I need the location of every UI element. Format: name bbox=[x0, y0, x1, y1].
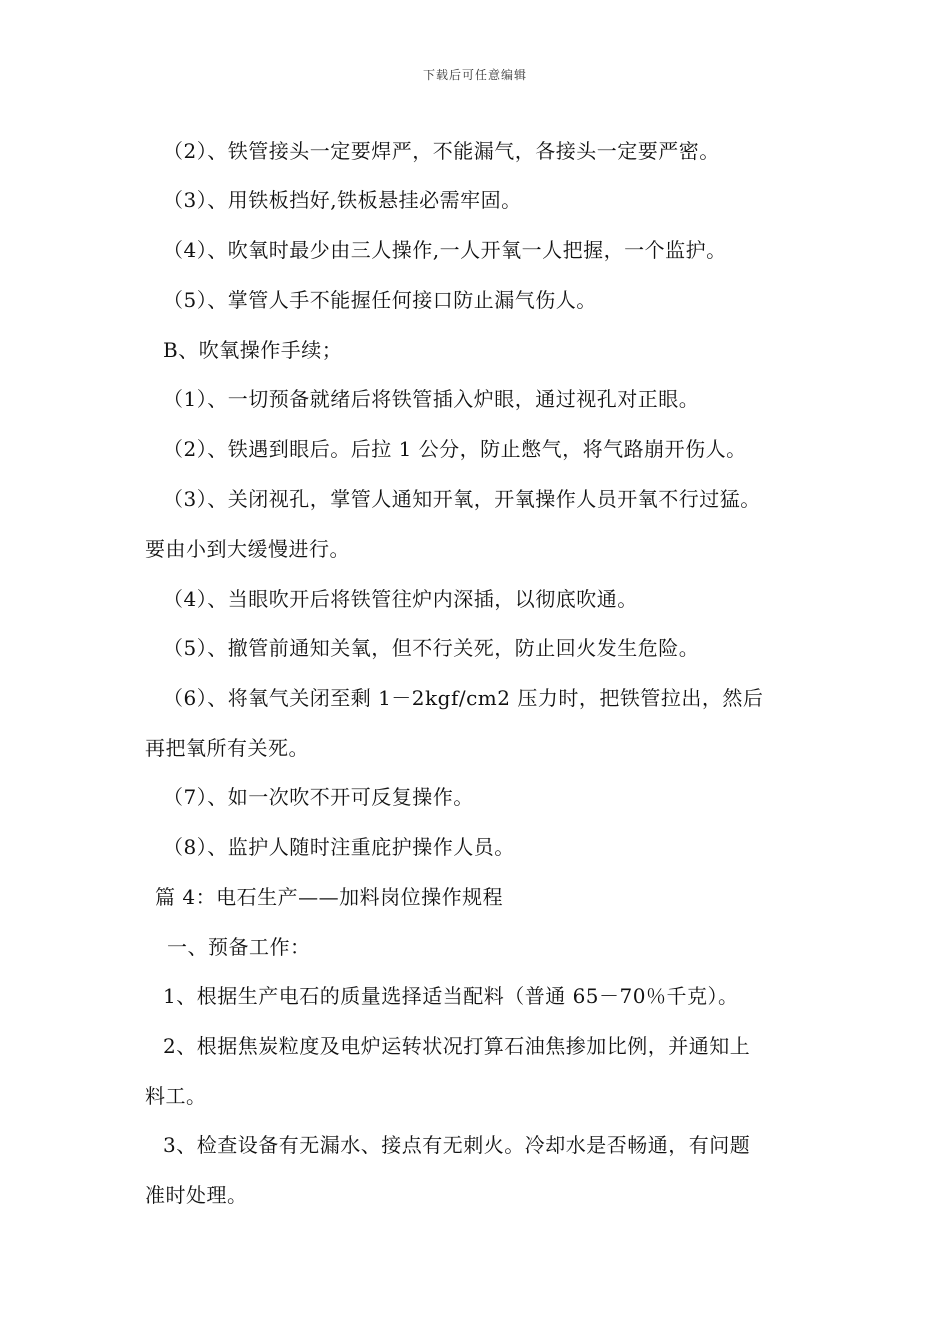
paragraph-line: （5）、掌管人手不能握任何接口防止漏气伤人。 bbox=[163, 288, 597, 312]
paragraph-line: 准时处理。 bbox=[145, 1183, 248, 1207]
paragraph-line: （8）、监护人随时注重庇护操作人员。 bbox=[163, 835, 515, 859]
chapter-heading: 篇 4：电石生产——加料岗位操作规程 bbox=[155, 885, 504, 909]
paragraph-line: 要由小到大缓慢进行。 bbox=[145, 537, 350, 561]
section-heading: 一、预备工作： bbox=[167, 935, 311, 959]
paragraph-line: 3、检查设备有无漏水、接点有无刺火。冷却水是否畅通，有问题 bbox=[163, 1133, 751, 1157]
paragraph-line: 1、根据生产电石的质量选择适当配料（普通 65－70％千克）。 bbox=[163, 984, 739, 1008]
paragraph-line: （3）、用铁板挡好,铁板悬挂必需牢固。 bbox=[163, 188, 522, 212]
paragraph-line: （6）、将氧气关闭至剩 1－2kgf/cm2 压力时，把铁管拉出，然后 bbox=[163, 686, 764, 710]
paragraph-line: 再把氧所有关死。 bbox=[145, 736, 309, 760]
paragraph-line: （1）、一切预备就绪后将铁管插入炉眼，通过视孔对正眼。 bbox=[163, 387, 700, 411]
paragraph-line: 料工。 bbox=[145, 1084, 207, 1108]
paragraph-line: （3）、关闭视孔，掌管人通知开氧，开氧操作人员开氧不行过猛。 bbox=[163, 487, 761, 511]
page-header: 下载后可任意编辑 bbox=[422, 68, 527, 82]
section-heading: B、吹氧操作手续； bbox=[163, 338, 343, 362]
paragraph-line: （7）、如一次吹不开可反复操作。 bbox=[163, 785, 474, 809]
paragraph-line: （4）、当眼吹开后将铁管往炉内深插，以彻底吹通。 bbox=[163, 587, 638, 611]
paragraph-line: （5）、撤管前通知关氧，但不行关死，防止回火发生危险。 bbox=[163, 636, 700, 660]
paragraph-line: （4）、吹氧时最少由三人操作,一人开氧一人把握，一个监护。 bbox=[163, 238, 727, 262]
paragraph-line: 2、根据焦炭粒度及电炉运转状况打算石油焦掺加比例，并通知上 bbox=[163, 1034, 751, 1058]
paragraph-line: （2）、铁管接头一定要焊严，不能漏气，各接头一定要严密。 bbox=[163, 139, 720, 163]
paragraph-line: （2）、铁遇到眼后。后拉 1 公分，防止憋气，将气路崩开伤人。 bbox=[163, 437, 747, 461]
